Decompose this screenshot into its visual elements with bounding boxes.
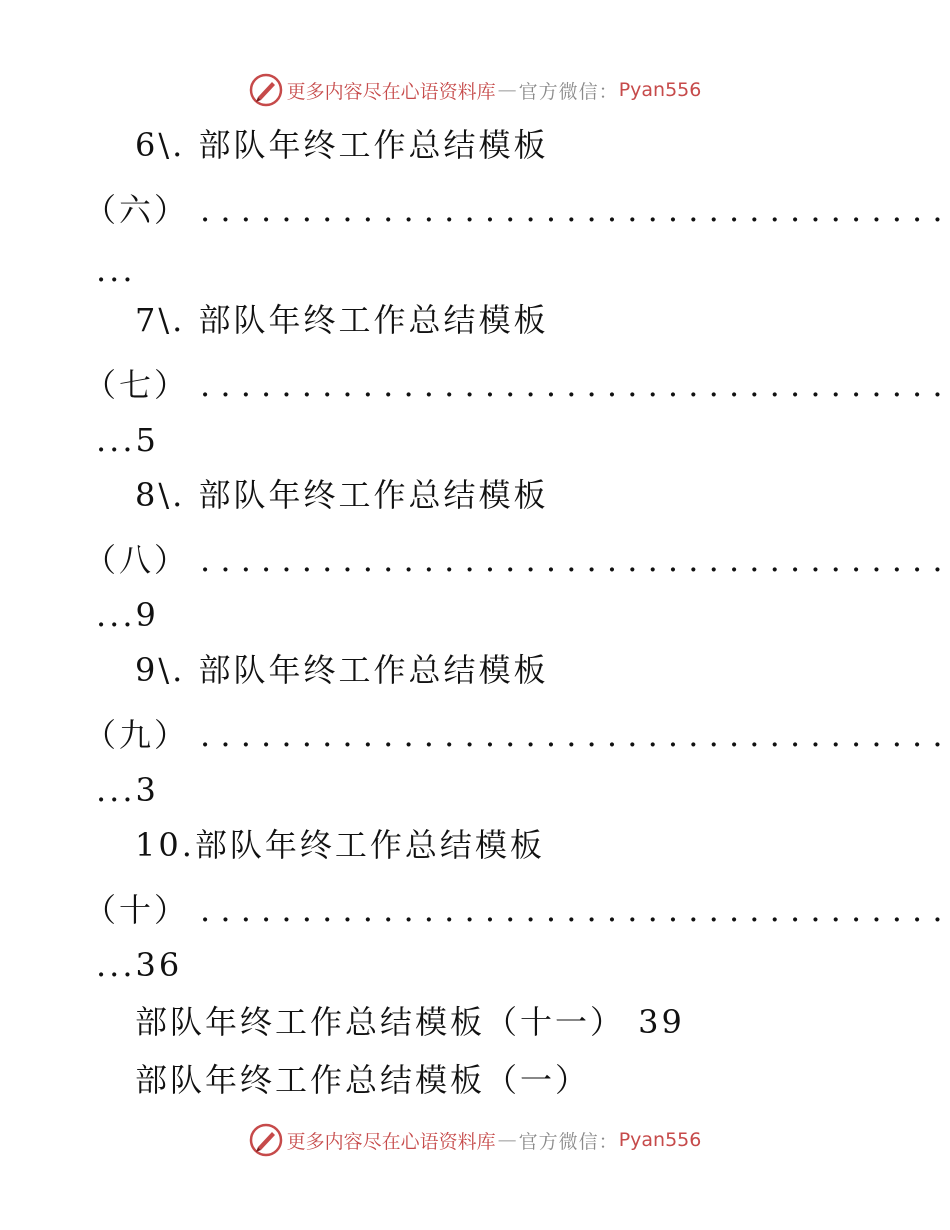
pen-logo-icon [249, 1123, 283, 1157]
toc-entry-paren-line [0, 185, 950, 235]
toc-entry-paren-line [0, 360, 950, 410]
toc-entry-paren-line [0, 710, 950, 760]
toc-entry-page: ... [96, 251, 136, 289]
pen-logo-icon [249, 73, 283, 107]
toc-entry-page: ...36 [96, 946, 183, 984]
watermark-official: 官方微信： [518, 1130, 619, 1153]
toc-entry-extra[interactable]: 部队年终工作总结模板（十一） 39 [135, 1003, 685, 1041]
toc-entry-paren-line [0, 535, 950, 585]
watermark-text: 更多内容尽在心语资料库 [286, 80, 496, 103]
toc-entry-title[interactable]: 7\. 部队年终工作总结模板 [135, 301, 549, 339]
watermark-footer [0, 1120, 950, 1160]
watermark-dash: — [497, 1129, 517, 1151]
toc-entry-paren: （六） [84, 191, 190, 229]
toc-entry-page: ...5 [96, 421, 159, 459]
toc-entry-title[interactable]: 8\. 部队年终工作总结模板 [135, 476, 549, 514]
toc-entry-title[interactable]: 9\. 部队年终工作总结模板 [135, 651, 549, 689]
toc-entry-paren: （十） [84, 891, 190, 929]
toc-entry-page: ...3 [96, 771, 159, 809]
watermark-official: 官方微信： [518, 80, 619, 103]
toc-entry-title[interactable]: 6\. 部队年终工作总结模板 [135, 126, 549, 164]
toc-entry-paren-line [0, 885, 950, 935]
watermark-text: 更多内容尽在心语资料库 [286, 1130, 496, 1153]
toc-entry-extra[interactable]: 部队年终工作总结模板（一） [135, 1061, 591, 1099]
watermark-header [0, 70, 950, 110]
toc-leader-dots [200, 360, 946, 410]
toc-leader-dots [200, 710, 946, 760]
toc-entry-title[interactable]: 10.部队年终工作总结模板 [135, 826, 545, 864]
toc-entry-paren: （九） [84, 716, 190, 754]
toc-leader-dots [200, 885, 946, 935]
toc-leader-dots [200, 535, 946, 585]
watermark-wechat: Pyan556 [618, 79, 702, 101]
toc-leader-dots [200, 185, 946, 235]
toc-entry-paren: （八） [84, 541, 190, 579]
watermark-dash: — [497, 79, 517, 101]
watermark-wechat: Pyan556 [618, 1129, 702, 1151]
toc-entry-page: ...9 [96, 596, 159, 634]
toc-entry-paren: （七） [84, 366, 190, 404]
